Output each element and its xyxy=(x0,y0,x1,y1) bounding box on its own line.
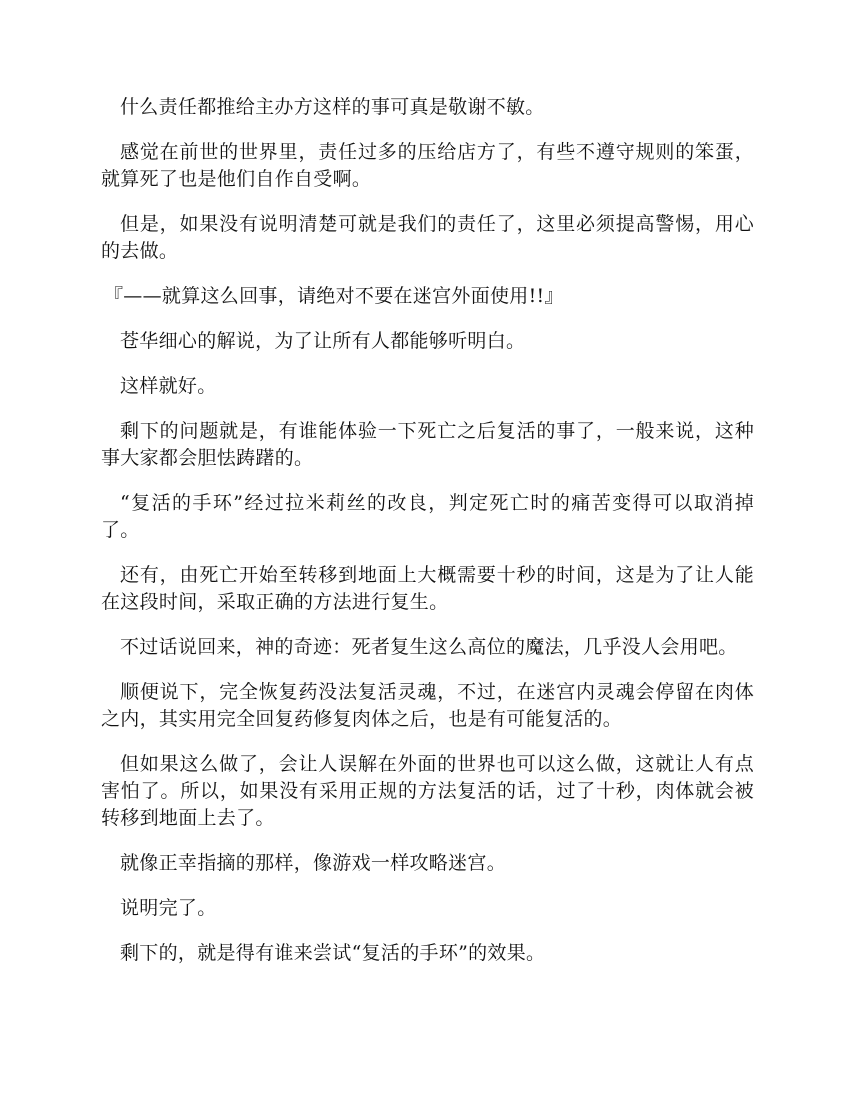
paragraph-7: 剩下的问题就是，有谁能体验一下死亡之后复活的事了，一般来说，这种事大家都会胆怯踌躇的。 xyxy=(101,420,754,469)
paragraph-5: 苍华细心的解说，为了让所有人都能够听明白。 xyxy=(120,330,526,352)
paragraph-14: 说明完了。 xyxy=(120,897,217,919)
paragraph-11: 顺便说下，完全恢复药没法复活灵魂，不过，在迷宫内灵魂会停留在肉体之内，其实用完全回复药修复肉体之后，也是有可能复活的。 xyxy=(101,681,754,730)
paragraph-15: 剩下的，就是得有谁来尝试“复活的手环”的效果。 xyxy=(120,942,546,964)
paragraph-1: 什么责任都推给主办方这样的事可真是敬谢不敏。 xyxy=(120,96,545,118)
paragraph-13: 就像正幸指摘的那样，像游戏一样攻略迷宫。 xyxy=(120,852,507,874)
paragraph-9: 还有，由死亡开始至转移到地面上大概需要十秒的时间，这是为了让人能在这段时间，采取正确的方法进行复生。 xyxy=(101,564,754,613)
dialogue-line: 『——就算这么回事，请绝对不要在迷宫外面使用!!』 xyxy=(104,285,564,307)
paragraph-6: 这样就好。 xyxy=(120,375,217,397)
paragraph-8: “复活的手环”经过拉米莉丝的改良，判定死亡时的痛苦变得可以取消掉了。 xyxy=(101,492,754,541)
paragraph-2: 感觉在前世的世界里，责任过多的压给店方了，有些不遵守规则的笨蛋，就算死了也是他们自作自受啊。 xyxy=(101,141,754,190)
paragraph-3: 但是，如果没有说明清楚可就是我们的责任了，这里必须提高警惕，用心的去做。 xyxy=(101,213,754,262)
paragraph-12: 但如果这么做了，会让人误解在外面的世界也可以这么做，这就让人有点害怕了。所以，如果没有采用正规的方法复活的话，过了十秒，肉体就会被转移到地面上去了。 xyxy=(101,753,754,829)
paragraph-10: 不过话说回来，神的奇迹：死者复生这么高位的魔法，几乎没人会用吧。 xyxy=(120,636,738,658)
